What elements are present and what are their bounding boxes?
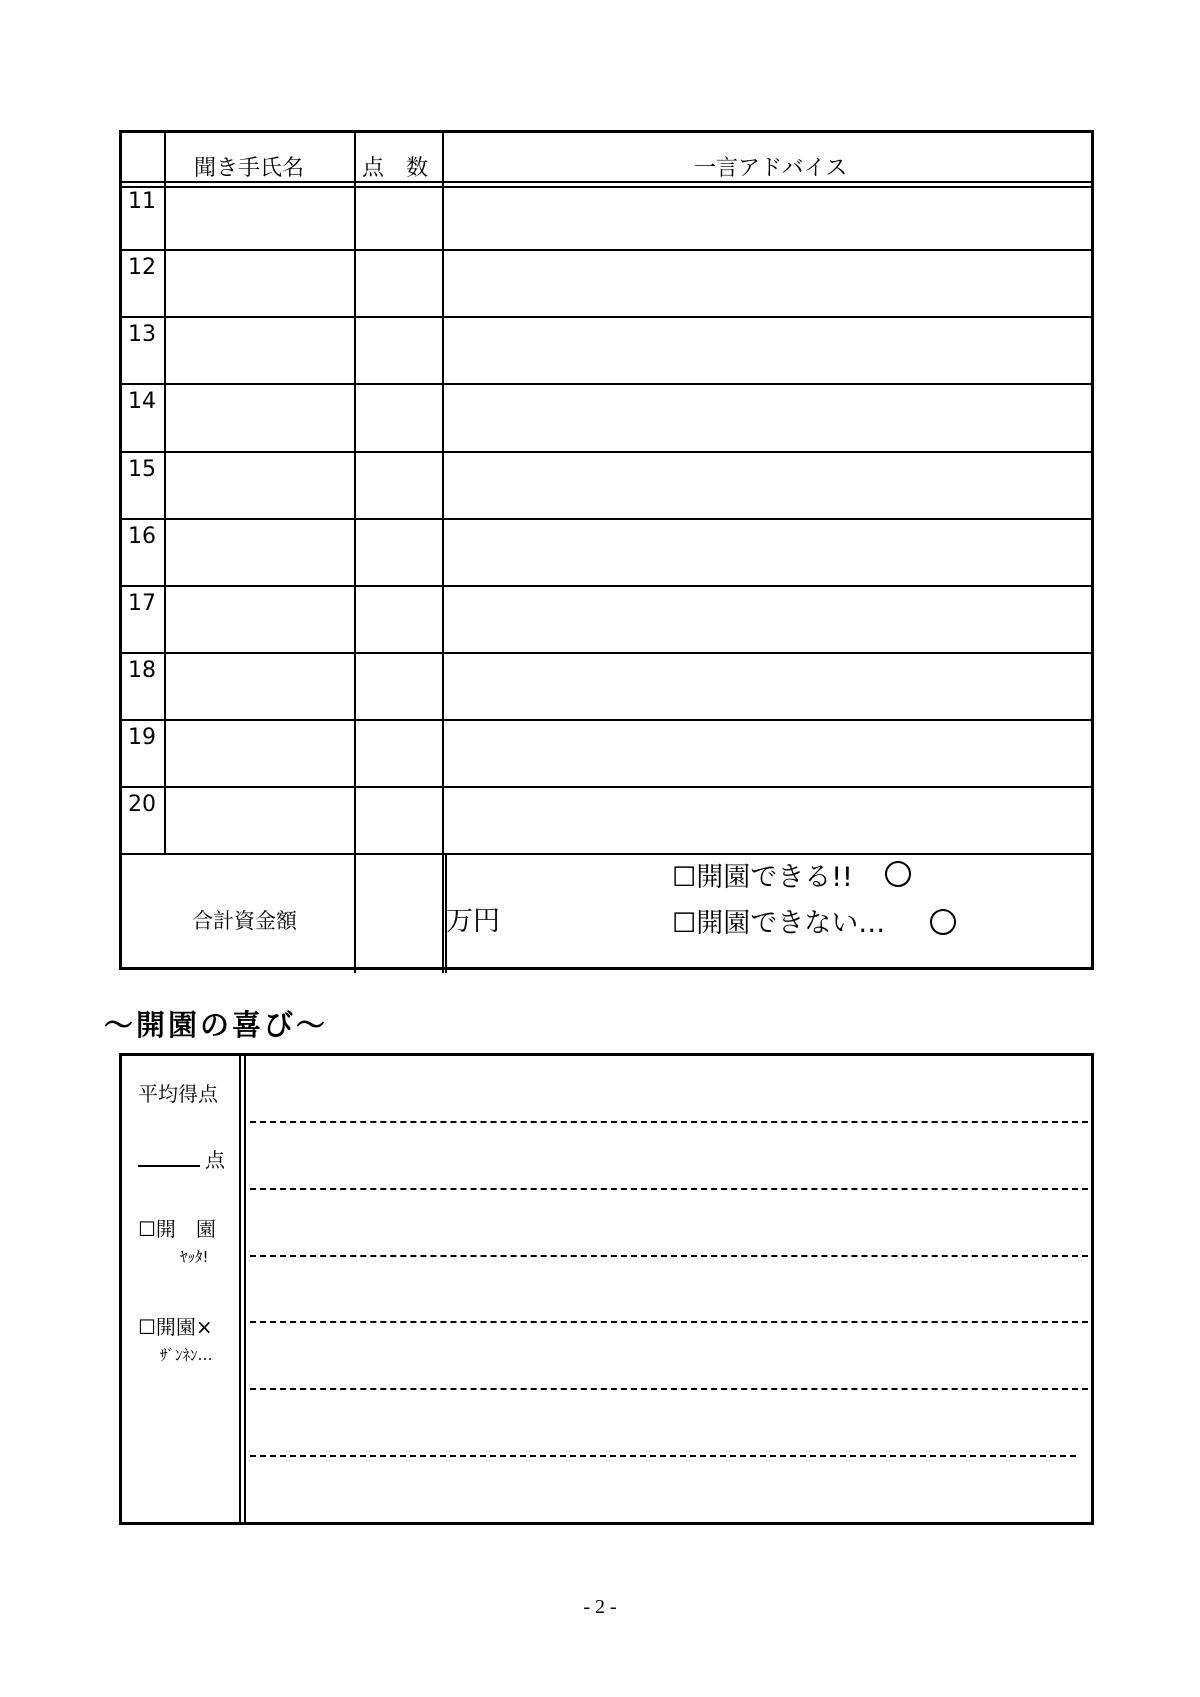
page-number: - 2 - [583, 1596, 617, 1618]
col-divider-num [164, 133, 166, 855]
section-title: ～開園の喜び～ [104, 1008, 329, 1042]
row-divider [122, 451, 1091, 453]
row-divider [122, 316, 1091, 318]
row-number: 11 [128, 189, 156, 214]
not-opened-exclaim: ｻﾞﾝﾈﾝ… [160, 1346, 213, 1364]
option-can-open[interactable]: ☐開園できる!! [672, 862, 853, 893]
writing-line[interactable] [250, 1188, 1088, 1190]
row-number: 14 [128, 389, 156, 414]
row-number: 17 [128, 591, 156, 616]
writing-line[interactable] [250, 1455, 1076, 1457]
row-divider [122, 786, 1091, 788]
row-number: 15 [128, 457, 156, 482]
crying-face-icon [930, 909, 956, 935]
row-number: 16 [128, 524, 156, 549]
row-number: 19 [128, 725, 156, 750]
row-number: 18 [128, 658, 156, 683]
row-divider [122, 249, 1091, 251]
total-funds-label: 合計資金額 [192, 909, 297, 933]
row-number: 20 [128, 792, 156, 817]
average-score-label: 平均得点 [138, 1082, 218, 1106]
points-unit: 点 [205, 1148, 225, 1172]
writing-line[interactable] [250, 1388, 1088, 1390]
writing-line[interactable] [250, 1255, 1088, 1257]
row-divider [122, 585, 1091, 587]
opened-exclaim: ﾔｯﾀ! [180, 1248, 209, 1266]
col-divider-score [442, 133, 444, 973]
option-cannot-open[interactable]: ☐開園できない… [672, 908, 886, 939]
header-divider-double [122, 186, 1091, 188]
total-divider [122, 853, 1091, 855]
score-table [119, 130, 1094, 970]
header-score: 点 数 [362, 156, 429, 181]
row-number: 12 [128, 255, 156, 280]
opening-joy-box [119, 1053, 1094, 1525]
average-score-field[interactable] [138, 1165, 200, 1167]
row-divider [122, 652, 1091, 654]
writing-line[interactable] [250, 1121, 1088, 1123]
side-divider-double [244, 1056, 246, 1522]
side-divider [239, 1056, 241, 1522]
header-listener-name: 聞き手氏名 [194, 156, 305, 181]
row-divider [122, 719, 1091, 721]
laughing-face-icon [885, 861, 911, 887]
row-number: 13 [128, 322, 156, 347]
total-unit: 万円 [446, 906, 500, 937]
not-opened-checkbox-label[interactable]: ☐開園× [138, 1315, 213, 1339]
writing-line[interactable] [250, 1321, 1088, 1323]
col-divider-name [354, 133, 356, 973]
opened-checkbox-label[interactable]: ☐開 園 [138, 1217, 216, 1241]
row-divider [122, 383, 1091, 385]
row-divider [122, 518, 1091, 520]
header-advice: 一言アドバイス [694, 156, 848, 181]
